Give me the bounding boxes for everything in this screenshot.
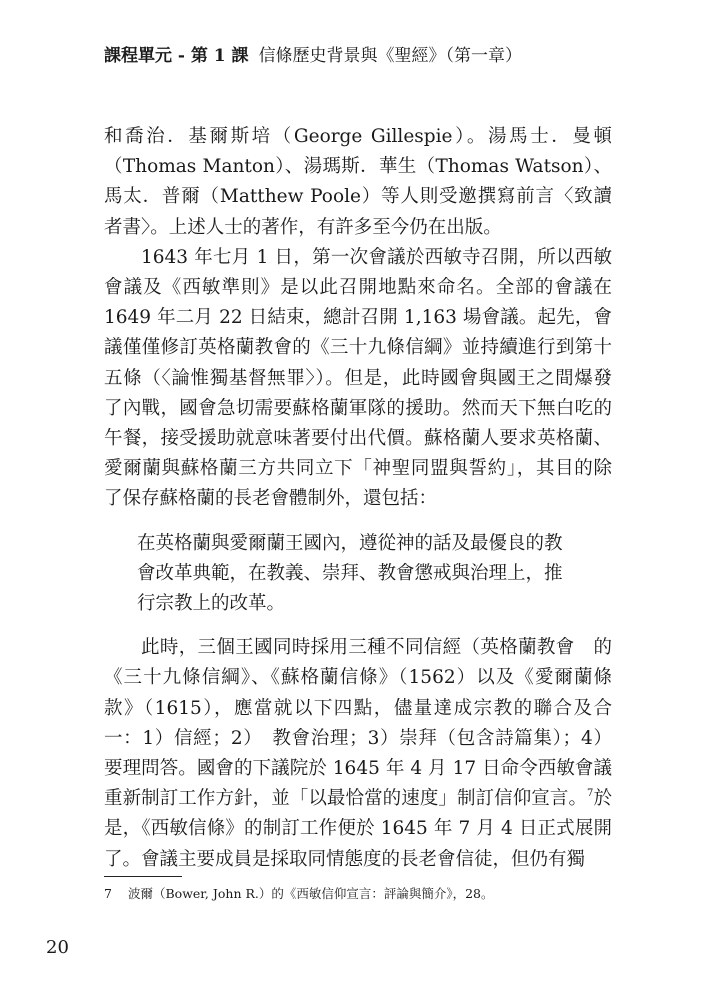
main-text	[104, 122, 612, 875]
footnote-text: 波爾（Bower, John R.）的《西敏信仰宣言：評論與簡介》，28。	[128, 886, 494, 901]
paragraph-1: 和喬治．基爾斯培（George Gillespie）。湯馬士．曼頓（Thomas Manton）、湯瑪斯．華生（Thomas Watson）、馬太．普爾（Matthew Poole）等人則受邀撰寫前言〈致讀者書〉。上述人士的著作，有許多至今仍在出版。	[104, 126, 612, 238]
paragraph-2: 1643 年七月 1 日，第一次會議於西敏寺召開，所以西敏會議及《西敏準則》是以此召開地點來命名。全部的會議在 1649 年二月 22 日結束，總計召開 1,163 場會議。起先，會議僅僅修訂英格蘭教會的《三十九條信綱》並持續進行到第十五條（〈論惟獨基督無罪〉）。但是，此時國會與國王之間爆發了內戰，國會急切需要蘇格蘭軍隊的援助。然而天下無白吃的午餐，接受援助就意味著要付出代價。蘇格蘭人要求英格蘭、愛爾蘭與蘇格蘭三方共同立下「神聖同盟與誓約」，其目的除了保存蘇格蘭的長老會體制外，還包括：	[104, 246, 612, 510]
course-unit-label: 課程單元 - 第 1 課	[104, 46, 249, 66]
footnote-reference: 7	[587, 788, 594, 800]
paragraph-3	[104, 633, 612, 875]
paragraph-3-text-a: 此時，三個王國同時採用三種不同信經（英格蘭教會 的《三十九條信綱》、《蘇格蘭信條》（1562）以及《愛爾蘭條款》（1615），應當就以下四點，儘量達成宗教的聯合及合一：1）信經；2） 教會治理；3）崇拜（包含詩篇集）；4）要理問答。國會的下議院於 1645 年 4 月 17 日命令西敏會議重新制訂工作方針，並「以最恰當的速度」制訂信仰宣言。	[104, 637, 612, 810]
chapter-title: 信條歷史背景與《聖經》（第一章）	[258, 46, 523, 66]
page-number: 20	[46, 937, 69, 958]
block-quote: 在英格蘭與愛爾蘭王國內，遵從神的話及最優良的教會改革典範，在教義、崇拜、教會懲戒與治理上，推行宗教上的改革。	[137, 532, 563, 615]
running-header	[104, 44, 522, 68]
footnote	[104, 885, 494, 903]
paragraph-3-text-b: 於是，《西敏信條》的制訂工作便於 1645 年 7 月 4 日正式展開了。會議主要成員是採取同情態度的長老會信徒，但仍有獨	[104, 788, 612, 870]
footnote-divider	[104, 876, 182, 877]
footnote-number: 7	[104, 886, 112, 901]
